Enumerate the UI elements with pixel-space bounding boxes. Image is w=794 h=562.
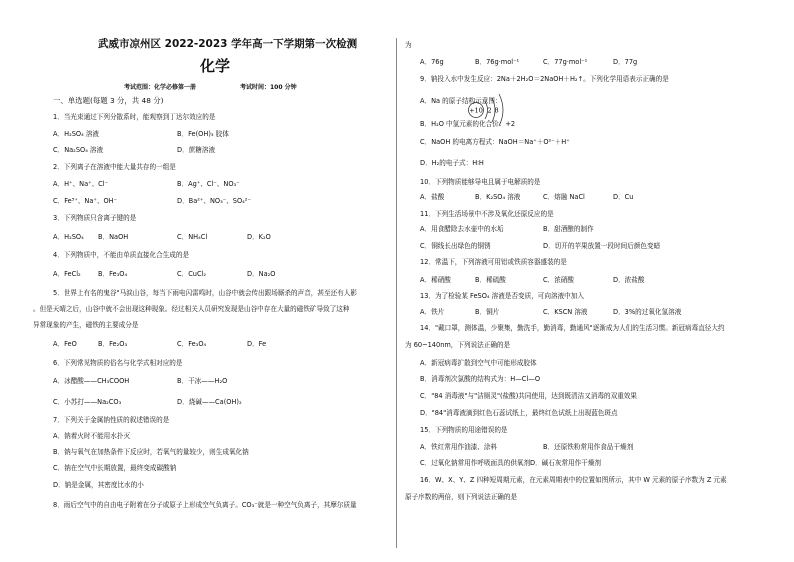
question-stem: 10．下列物质能够导电且属于电解质的是 bbox=[420, 178, 541, 186]
option-d: D．烧碱——Ca(OH)₂ bbox=[177, 398, 242, 406]
option-c: C．熔融 NaCl bbox=[543, 193, 585, 201]
option-d: D．K₂O bbox=[247, 233, 271, 241]
question-stem: 原子序数的两倍，则下列说法正确的是 bbox=[405, 493, 518, 501]
question-stem: 5．世界上有名的鬼谷"马涙山谷，每当下雨电闪雷鸣时，山谷中就会传出跟场厮杀的声音，甚至还有人影 bbox=[53, 289, 357, 297]
question-stem: 2．下列离子在溶液中能大量共存的一组是 bbox=[53, 163, 176, 171]
option-c: C．77g·mol⁻¹ bbox=[543, 58, 588, 66]
question-stem: 12．常温下，下列溶液可用铝或铁质容器盛装的是 bbox=[420, 258, 567, 266]
option-d: D．Fe bbox=[247, 340, 267, 348]
option-b: B．Ag⁺、Cl⁻、NO₃⁻ bbox=[177, 180, 240, 188]
question-stem: 7．下列关于金属钠性质的叙述错误的是 bbox=[53, 416, 170, 424]
question-stem: 11．下列生活场景中不涉及氧化还原反应的是 bbox=[420, 210, 554, 218]
question-stem: 4．下列物质中，不能由单质直接化合生成的是 bbox=[53, 251, 190, 259]
question-stem: 3．下列物质只含离子键的是 bbox=[53, 214, 137, 222]
option-b: B．铜片 bbox=[475, 308, 500, 316]
column-divider bbox=[396, 38, 397, 548]
option-a: A．H₂SO₄ bbox=[53, 233, 84, 241]
question-stem: 16．W、X、Y、Z 四种短周期元素，在元素周期表中的位置如图所示，其中 W 元素的原子序数为 Z 元素 bbox=[420, 476, 727, 484]
option-c: C．NH₄Cl bbox=[177, 233, 208, 241]
option-b: B．还原铁粉常用作食品干燥剂 bbox=[543, 443, 634, 451]
option-d: D．浓盐酸 bbox=[613, 276, 645, 284]
option-a: A．76g bbox=[420, 58, 444, 66]
shell-1-electrons: 2 bbox=[487, 106, 492, 115]
option-d: D．碱石灰常用作干燥剂 bbox=[530, 459, 602, 467]
option-b: B．H₂O 中氢元素的化合价：+2 bbox=[420, 120, 516, 128]
exam-time: 考试时间：100 分钟 bbox=[240, 84, 297, 91]
question-stem: 13．为了检验某 FeSO₄ 溶液是否变质，可向溶液中加入 bbox=[420, 292, 584, 300]
question-stem: 为 60~140nm，下列说法正确的是 bbox=[405, 341, 511, 349]
option-a: A．稀硝酸 bbox=[420, 276, 451, 284]
section-heading: 一、单选题(每题 3 分，共 48 分) bbox=[53, 96, 164, 105]
option-b: B．消毒剂次氯酸的结构式为：H—Cl—O bbox=[420, 375, 541, 383]
option-a: A．铁红常用作油漆、涂料 bbox=[420, 443, 498, 451]
option-d: D．3%的过氧化氢溶液 bbox=[613, 308, 682, 316]
option-d: D．蔗糖溶液 bbox=[177, 146, 216, 154]
option-c: C．钠在空气中长期放置，最终变成碳酸钠 bbox=[53, 464, 177, 472]
option-d: D．H₂的电子式：H∶H bbox=[420, 159, 484, 167]
option-c: C．浓硝酸 bbox=[543, 276, 574, 284]
question-stem: 9．钠投入水中发生反应：2Na＋2H₂O＝2NaOH＋H₂↑。下列化学用语表示正确的是 bbox=[420, 75, 669, 83]
exam-title: 武威市凉州区 2022-2023 学年高一下学期第一次检测 bbox=[98, 38, 358, 50]
option-d: D．77g bbox=[613, 58, 638, 66]
option-b: B．76g·mol⁻¹ bbox=[475, 58, 520, 66]
nucleus-charge: +10 bbox=[469, 106, 483, 115]
option-b: B．甜酒酿的制作 bbox=[543, 225, 594, 233]
option-a: A．用食醋除去水壶中的水垢 bbox=[420, 225, 504, 233]
option-b: B．NaOH bbox=[98, 233, 129, 241]
question-stem: 6．下列常见物质的俗名与化学式相对应的是 bbox=[53, 359, 183, 367]
option-a: A．Na 的原子结构示意图： bbox=[420, 97, 502, 105]
option-b: B．Fe₂O₃ bbox=[98, 340, 128, 348]
question-stem: 为 bbox=[405, 41, 412, 49]
option-c: C．铜线长出绿色的铜锈 bbox=[420, 242, 491, 250]
question-stem: 8．雨后空气中的自由电子附着在分子或原子上形成空气负离子。CO₃⁻就是一种空气负离子，其摩尔质量 bbox=[53, 501, 357, 509]
option-c: C．"84 消毒液"与"洁厕灵"(盐酸)共同使用，达到既清洁又消毒的双重效果 bbox=[420, 392, 637, 400]
option-c: C．CuCl₂ bbox=[177, 270, 207, 278]
option-d: D．切开的苹果放置一段时间后颜色变暗 bbox=[543, 242, 661, 250]
option-b: B．稀硫酸 bbox=[475, 276, 506, 284]
option-c: C．Fe₃O₄ bbox=[177, 340, 207, 348]
option-a: A．冰醋酸——CH₃COOH bbox=[53, 377, 130, 385]
option-b: B．Fe₃O₄ bbox=[98, 270, 128, 278]
option-b: B．干冰——H₂O bbox=[177, 377, 228, 385]
option-b: B．Fe(OH)₃ 胶体 bbox=[177, 130, 229, 138]
option-c: C．KSCN 溶液 bbox=[543, 308, 588, 316]
option-d: D．Ba²⁺、NO₃⁻、SO₄²⁻ bbox=[177, 197, 251, 205]
question-stem: 1．当光束通过下列分散系时，能观察到丁达尔效应的是 bbox=[53, 113, 216, 121]
option-c: C．NaOH 的电离方程式：NaOH＝Na⁺＋O²⁻＋H⁺ bbox=[420, 138, 570, 146]
option-c: C．Fe³⁺、Na⁺、OH⁻ bbox=[53, 197, 118, 205]
option-a: A．H⁺、Na⁺、Cl⁻ bbox=[53, 180, 109, 188]
option-d: D．钠是金属，其密度比水的小 bbox=[53, 481, 144, 489]
option-a: A．盐酸 bbox=[420, 193, 445, 201]
question-stem: 。但是天晴之后，山谷中就不会出现这种现象。经过相关人员研究发现是山谷中存在大量的磁铁矿导致了这种 bbox=[33, 305, 350, 313]
option-c: C．小苏打——Na₂CO₃ bbox=[53, 398, 122, 406]
question-stem: 异常现象的产生，磁铁的主要成分是 bbox=[33, 321, 139, 329]
option-a: A．FeCl₂ bbox=[53, 270, 81, 278]
option-d: D．Cu bbox=[613, 193, 634, 201]
option-a: A．FeO bbox=[53, 340, 77, 348]
option-a: A．钠着火时不能用水扑灭 bbox=[53, 432, 131, 440]
option-d: D．"84"消毒液滴到红色石蕊试纸上，最终红色试纸上出现蓝色斑点 bbox=[420, 409, 618, 417]
option-c: C．Na₂SO₄ 溶液 bbox=[53, 146, 104, 154]
option-b: B．钠与氧气在加热条件下反应时，若氧气的量较少，则生成氧化钠 bbox=[53, 448, 249, 456]
option-a: A．新冠病毒扩散到空气中可能形成胶体 bbox=[420, 359, 537, 367]
question-stem: 14．"戴口罩，测体温，少聚集，勤洗手，勤消毒，勤通风"逐渐成为人们的生活习惯。新冠病毒直径大约 bbox=[420, 324, 725, 332]
option-a: A．铁片 bbox=[420, 308, 445, 316]
subject-title: 化学 bbox=[200, 57, 231, 75]
exam-scope: 考试范围：化学必修第一册 bbox=[124, 84, 197, 91]
option-c: C．过氧化钠常用作呼吸面具的供氧剂 bbox=[420, 459, 531, 467]
option-a: A．H₂SO₄ 溶液 bbox=[53, 130, 100, 138]
question-stem: 15．下列物质的用途错误的是 bbox=[420, 426, 508, 434]
shell-2-electrons: 8 bbox=[494, 106, 499, 115]
option-b: B．K₂SO₄ 溶液 bbox=[475, 193, 521, 201]
option-d: D．Na₂O bbox=[247, 270, 276, 278]
